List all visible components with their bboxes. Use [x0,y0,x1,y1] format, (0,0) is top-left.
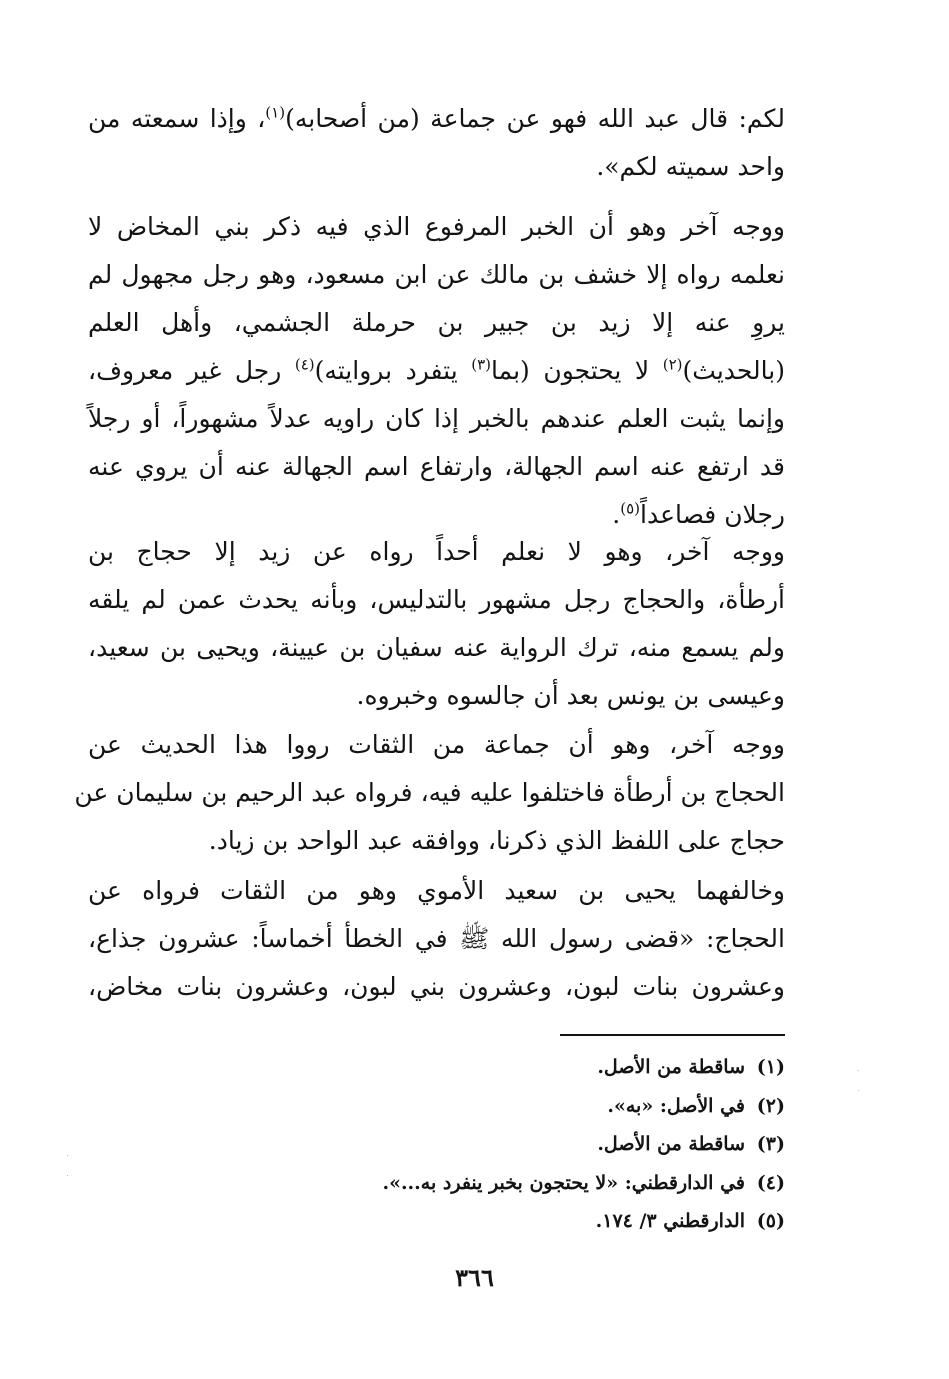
footnote-ref: (٣) [471,355,491,374]
footnote-number: (٢) [756,1094,785,1117]
footnote-ref: (٤) [294,355,315,374]
paragraph-5 [88,867,785,1011]
text-line: وعشرون بنات لبون، وعشرون بني لبون، وعشرون بنات مخاض، [88,972,785,1001]
scan-speck [67,1155,68,1156]
footnote-ref: (١) [265,103,286,122]
text-line: يروِ عنه إلا زيد بن جبير بن حرملة الجشمي، وأهل العلم [88,308,785,337]
text-line: وإنما يثبت العلم عندهم بالخبر إذا كان راويه عدلاً مشهوراً، أو رجلاً [88,404,785,433]
footnote-number: (٤) [756,1171,785,1194]
footnote-divider [560,1034,785,1036]
scan-speck [67,1175,68,1176]
text-line: ووجه آخر، وهو لا نعلم أحداً رواه عن زيد إلا حجاج بن [88,537,785,566]
text-line: نعلمه رواه إلا خشف بن مالك عن ابن مسعود، وهو رجل مجهول لم [88,260,785,289]
text-line: الحجاج: «قضى رسول الله ﷺ في الخطأ أخماساً: عشرون جذاع، [88,924,785,953]
text-line: ووجه آخر وهو أن الخبر المرفوع الذي فيه ذكر بني المخاض لا [88,212,785,241]
footnote-number: (١) [756,1056,785,1078]
paragraph-1 [88,95,785,191]
text-line: ووجه آخر، وهو أن جماعة من الثقات رووا هذا الحديث عن [88,730,785,759]
text-line: واحد سميته لكم». [596,152,785,181]
footnote-item [88,1087,785,1126]
paragraph-4 [74,721,785,865]
footnote-item [88,1048,785,1087]
footnote-text: الدارقطني ٣/ ١٧٤. [595,1210,745,1232]
text-line: ولم يسمع منه، ترك الرواية عنه سفيان بن عيينة، ويحيى بن سعيد، [88,633,785,662]
footnote-number: (٣) [756,1133,785,1155]
footnote-ref: (٥) [620,499,641,518]
text-line: وخالفهما يحيى بن سعيد الأموي وهو من الثقات فرواه عن [88,876,785,905]
text-line: (بالحديث)$^{(٢)}$ لا يحتجون (بما$^{(٣)}$ يتفرد بروايته)$^{(٤)}$ رجل غير معروف، [88,355,785,385]
footnote-text: في الأصل: «به». [607,1094,745,1117]
footnote-text: في الدارقطني: «لا يحتجون بخبر ينفرد به...». [382,1171,745,1194]
text-line: أرطأة، والحجاج رجل مشهور بالتدليس، وبأنه يحدث عمن لم يلقه [88,585,785,614]
text-line: الحجاج بن أرطأة فاختلفوا عليه فيه، فرواه عبد الرحيم بن سليمان عن [74,778,785,807]
paragraph-3 [88,528,785,720]
page-number: ٣٦٦ [455,1263,494,1292]
footnote-text: ساقطة من الأصل. [597,1056,745,1078]
footnote-text: ساقطة من الأصل. [597,1133,745,1155]
text-line: قد ارتفع عنه اسم الجهالة، وارتفاع اسم الجهالة عنه أن يروي عنه [88,452,785,481]
text-line: حجاج على اللفظ الذي ذكرنا، ووافقه عبد الواحد بن زياد. [208,826,785,855]
footnote-number: (٥) [756,1210,785,1232]
text-line: لكم: قال عبد الله فهو عن جماعة (من أصحابه)$^{(١)}$، وإذا سمعته من [88,103,785,133]
footnote-item [88,1202,785,1241]
footnote-ref: (٢) [662,355,683,374]
scan-speck [858,1090,859,1091]
paragraph-2 [88,203,785,539]
footnote-item [88,1164,785,1203]
text-line: رجلان فصاعداً$^{(٥)}$. [612,499,785,529]
footnote-item [88,1125,785,1164]
text-line: وعيسى بن يونس بعد أن جالسوه وخبروه. [356,681,785,710]
scan-speck [858,1070,859,1071]
footnotes [88,1048,785,1241]
